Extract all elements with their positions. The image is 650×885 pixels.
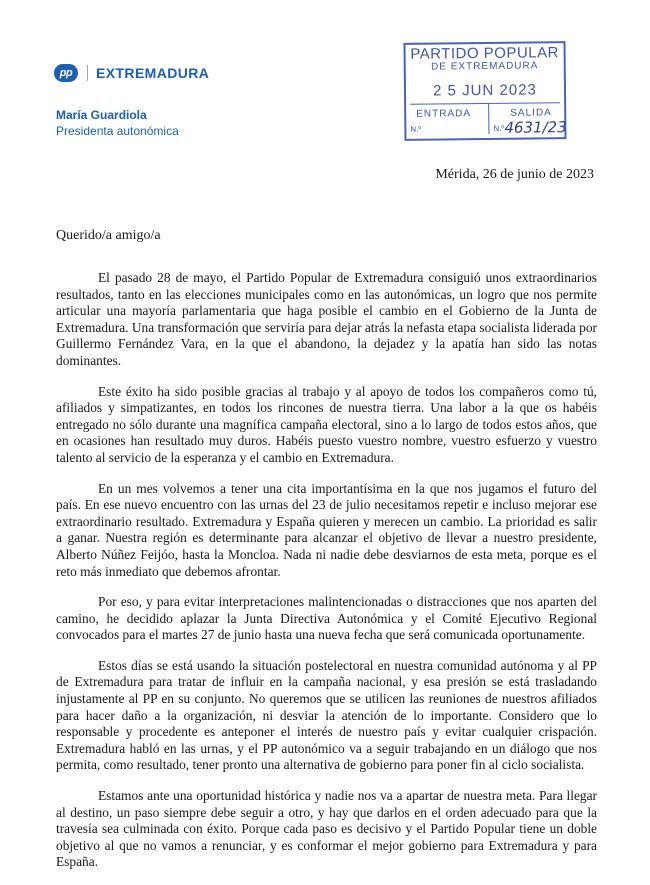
stamp-region: DE EXTREMADURA	[431, 60, 539, 73]
letter-greeting: Querido/a amigo/a	[56, 228, 161, 243]
registry-stamp	[403, 41, 566, 141]
stamp-column-divider	[488, 103, 489, 134]
stamp-salida-label: SALIDA	[510, 107, 552, 119]
sender-name: María Guardiola	[56, 108, 147, 122]
party-logo	[54, 64, 209, 82]
letter-place-date: Mérida, 26 de junio de 2023	[435, 167, 594, 182]
letter-paragraph: Este éxito ha sido posible gracias al trabajo y al apoyo de todos los compañeros como tú, afiliados y simpatizantes, en todos los rincones de nuestra tierra. Una labor a la que os habéis entregado no sólo durante una magnífica campaña electoral, sino a lo largo de todos estos años, que en ocasiones han resultado muy duros. Habéis puesto vuestro nombre, vuestro esfuerzo y vuestro talento al servicio de la esperanza y el cambio en Extremadura.	[56, 383, 597, 465]
logo-region-text: EXTREMADURA	[96, 65, 210, 81]
letter-body	[56, 270, 597, 885]
sender-title: Presidenta autonómica	[56, 124, 179, 138]
letter-paragraph: El pasado 28 de mayo, el Partido Popular de Extremadura consiguió unos extraordinarios resultados, tanto en las elecciones municipales como en las autonómicas, un logro que nos permite articular una mayoría parlamentaria que haga posible el cambio en el Gobierno de la Junta de Extremadura. Una transformación que serviría para dejar atrás la nefasta etapa socialista liderada por Guillermo Fernández Vara, en la que el abandono, la dejadez y la apatía han sido las notas dominantes.	[56, 270, 597, 368]
letter-paragraph: Estos días se está usando la situación postelectoral en nuestra comunidad autónoma y al PP de Extremadura para tratar de influir en la campaña nacional, y esa presión se está trasladando injustamente al PP en su conjunto. No queremos que se utilicen las reuniones de nuestros afiliados para hacer daño a la organización, ni desviar la atención de lo importante. Considero que lo responsable y procedente es anteponer el interés de nuestro país y evitar cualquier crispación. Extremadura habló en las urnas, y el PP autonómico va a seguir trabajando en un diálogo que nos permita, como resultado, tener pronto una alternativa de gobierno para poner fin al ciclo socialista.	[56, 657, 597, 773]
stamp-date: 2 5 JUN 2023	[433, 81, 537, 100]
pp-logo-mark: pp	[54, 64, 78, 82]
logo-divider	[87, 65, 88, 81]
stamp-number-label-salida: N.º	[493, 123, 505, 133]
stamp-divider	[410, 102, 560, 105]
stamp-number-label-entrada: N.º	[410, 124, 422, 134]
letter-paragraph: Estamos ante una oportunidad histórica y nadie nos va a apartar de nuestra meta. Para llegar al destino, un paso siempre debe seguir a otro, y hay que darlos en el orden adecuado para que la travesía sea culminada con éxito. Porque cada paso es decisivo y el Partido Popular tiene un doble objetivo al que no vamos a renunciar, y es conformar el mejor gobierno para Extremadura y para España.	[56, 788, 597, 870]
stamp-registration-number: 4631/23	[504, 118, 567, 137]
letter-paragraph: Por eso, y para evitar interpretaciones malintencionadas o distracciones que nos aparten del camino, he decidido aplazar la Junta Directiva Autonómica y el Comité Ejecutivo Regional convocados para el martes 27 de junio hasta una nueva fecha que será comunicada oportunamente.	[56, 594, 597, 643]
stamp-party: PARTIDO POPULAR	[410, 44, 560, 63]
stamp-entrada-label: ENTRADA	[416, 108, 472, 120]
sender-block	[56, 107, 179, 139]
letter-paragraph: En un mes volvemos a tener una cita importantísima en la que nos jugamos el futuro del país. En ese nuevo encuentro con las urnas del 23 de julio necesitamos repetir e incluso mejorar ese extraordinario resultado. Extremadura y España quieren y merecen un cambio. La prioridad es salir a ganar. Nuestra región es determinante para alcanzar el objetivo de llevar a nuestro presidente, Alberto Núñez Feijóo, hasta la Moncloa. Nada ni nadie debe desviarnos de esta meta, porque es el reto más inmediato que debemos afrontar.	[56, 480, 597, 579]
